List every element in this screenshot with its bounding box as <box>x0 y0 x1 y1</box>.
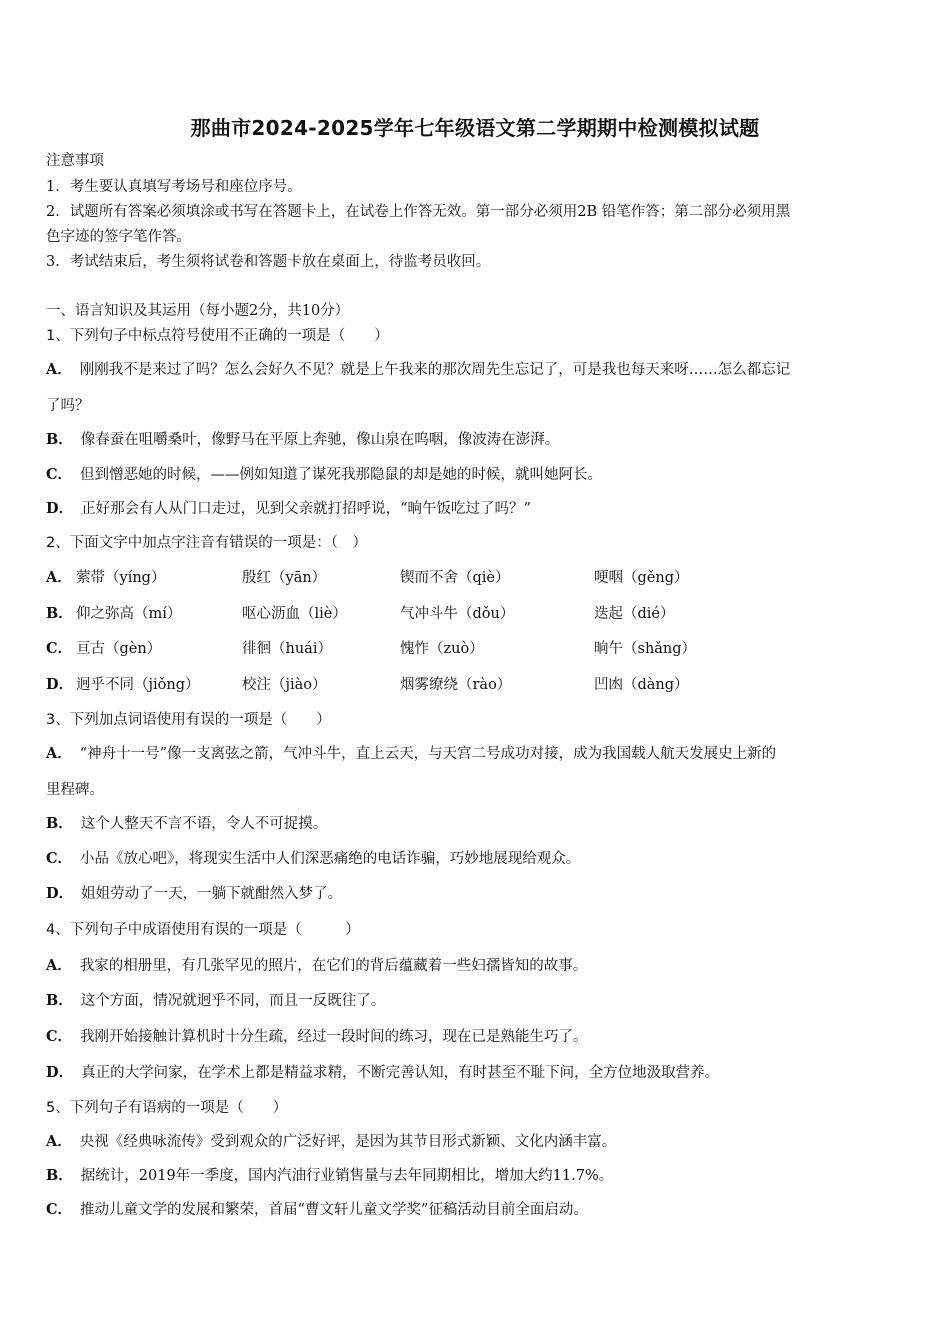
option-text: 这个人整天不言不语，令人不可捉摸。 <box>80 816 328 832</box>
option-label: B． <box>46 431 73 448</box>
q4-option-c <box>46 1027 588 1047</box>
q2-b-col-2: 呕心沥血（liè） <box>242 606 347 622</box>
option-label: C． <box>46 466 73 483</box>
option-label: A． <box>46 361 72 378</box>
q2-b-col-1: 仰之弥高（mí） <box>76 606 182 622</box>
option-label: A． <box>46 957 72 974</box>
option-label: C． <box>46 850 73 867</box>
option-label: A． <box>46 1133 72 1150</box>
option-text: “神舟十一号”像一支离弦之箭，气冲斗牛，直上云天，与天宫二号成功对接，成为我国载人航天发展史上新的 <box>79 746 777 762</box>
q2-d-col-1: 迥乎不同（jiǒng） <box>76 677 200 693</box>
q3-option-d <box>46 884 342 904</box>
option-label: C． <box>46 1201 73 1218</box>
option-text: 但到憎恶她的时候，——例如知道了谋死我那隐鼠的却是她的时候，就叫她阿长。 <box>80 467 603 483</box>
page-title: 那曲市2024-2025学年七年级语文第二学期期中检测模拟试题 <box>190 116 760 140</box>
option-label: B． <box>46 1167 73 1184</box>
option-text: 像春蚕在咀嚼桑叶，像野马在平原上奔驰，像山泉在呜咽，像波涛在澎湃。 <box>80 432 560 448</box>
q4-option-d <box>46 1063 719 1083</box>
q3-option-a <box>46 744 776 764</box>
notice-item-3: 3．考试结束后，考生须将试卷和答题卡放在桌面上，待监考员收回。 <box>46 254 491 270</box>
option-text: 推动儿童文学的发展和繁荣，首届“曹文轩儿童文学奖”征稿活动目前全面启动。 <box>80 1202 588 1218</box>
option-text: 小品《放心吧》，将现实生活中人们深恶痛绝的电话诈骗，巧妙地展现给观众。 <box>80 851 581 867</box>
q2-b-col-4: 迭起（dié） <box>594 606 675 622</box>
option-text: 真正的大学问家，在学术上都是精益求精，不断完善认知，有时甚至不耻下问，全方位地汲取营养。 <box>81 1065 720 1081</box>
option-label: D． <box>46 676 74 693</box>
q2-d-col-2: 校注（jiào） <box>242 677 327 693</box>
q2-a-col-4: 哽咽（gěng） <box>594 570 689 586</box>
option-label: B． <box>46 815 73 832</box>
q4-option-a <box>46 956 587 976</box>
notice-item-2-cont: 色字迹的签字笔作答。 <box>46 229 191 245</box>
q3-option-a-cont: 里程碑。 <box>46 782 104 798</box>
q4-stem: 4、下列句子中成语使用有误的一项是（ ） <box>46 922 360 938</box>
option-text: 我刚开始接触计算机时十分生疏，经过一段时间的练习，现在已是熟能生巧了。 <box>80 1029 588 1045</box>
q2-c-col-4: 晌午（shǎng） <box>594 641 697 657</box>
option-label: C． <box>46 1028 73 1045</box>
q2-a-col-1: 萦带（yíng） <box>76 570 166 586</box>
option-text: 刚刚我不是来过了吗？怎么会好久不见？就是上午我来的那次周先生忘记了，可是我也每天来呀……怎么都忘记 <box>79 362 791 378</box>
q2-b-col-3: 气冲斗牛（dǒu） <box>400 606 515 622</box>
q2-d-col-3: 烟雾缭绕（rào） <box>400 677 512 693</box>
q4-option-b <box>46 991 385 1011</box>
q1-option-b <box>46 430 559 450</box>
q2-d-col-4: 凹凼（dàng） <box>594 677 689 693</box>
option-text: 这个方面，情况就迥乎不同，而且一反既往了。 <box>80 993 386 1009</box>
option-label: C． <box>46 640 73 657</box>
option-text: 我家的相册里，有几张罕见的照片，在它们的背后蕴藏着一些妇孺皆知的故事。 <box>79 958 588 974</box>
q2-a-col-2: 殷红（yān） <box>242 570 327 586</box>
q5-option-a <box>46 1132 616 1152</box>
q3-stem: 3、下列加点词语使用有误的一项是（ ） <box>46 712 331 728</box>
option-label: A． <box>46 569 72 586</box>
option-text: 央视《经典咏流传》受到观众的广泛好评，是因为其节目形式新颖、文化内涵丰富。 <box>79 1134 617 1150</box>
notice-heading: 注意事项 <box>46 153 104 169</box>
option-label: D． <box>46 500 74 517</box>
q3-option-c <box>46 849 580 869</box>
q1-option-a-cont: 了吗？ <box>46 398 90 414</box>
q2-c-col-1: 亘古（gèn） <box>76 641 162 657</box>
option-text: 据统计，2019年一季度，国内汽油行业销售量与去年同期相比，增加大约11.7%。 <box>80 1168 614 1184</box>
option-text: 姐姐劳动了一天，一躺下就酣然入梦了。 <box>81 886 343 902</box>
q2-a-col-3: 锲而不舍（qiè） <box>400 570 510 586</box>
q1-stem: 1、下列句子中标点符号使用不正确的一项是（ ） <box>46 328 389 344</box>
q3-option-b <box>46 814 327 834</box>
q5-stem: 5、下列句子有语病的一项是（ ） <box>46 1100 288 1116</box>
option-label: B． <box>46 992 73 1009</box>
q1-option-a <box>46 360 790 380</box>
notice-item-1: 1．考生要认真填写考场号和座位序号。 <box>46 179 302 195</box>
q2-stem: 2、下面文字中加点字注音有错误的一项是：（ ） <box>46 535 367 551</box>
notice-item-2: 2．试题所有答案必须填涂或书写在答题卡上，在试卷上作答无效。第一部分必须用2B 铅笔作答；第二部分必须用黑 <box>46 204 791 220</box>
q5-option-b <box>46 1166 613 1186</box>
option-label: D． <box>46 885 74 902</box>
q2-row-c-label <box>46 639 80 659</box>
option-text: 正好那会有人从门口走过，见到父亲就打招呼说，“晌午饭吃过了吗？” <box>81 501 531 517</box>
option-label: D． <box>46 1064 74 1081</box>
q2-c-col-2: 徘徊（huái） <box>242 641 332 657</box>
q2-c-col-3: 愧怍（zuò） <box>400 641 484 657</box>
q1-option-c <box>46 465 602 485</box>
q5-option-c <box>46 1200 588 1220</box>
option-label: B． <box>46 605 73 622</box>
option-label: A． <box>46 745 72 762</box>
q1-option-d <box>46 499 531 519</box>
q2-row-a-label <box>46 568 80 588</box>
section-1-heading: 一、语言知识及其运用（每小题2分，共10分） <box>46 303 350 319</box>
